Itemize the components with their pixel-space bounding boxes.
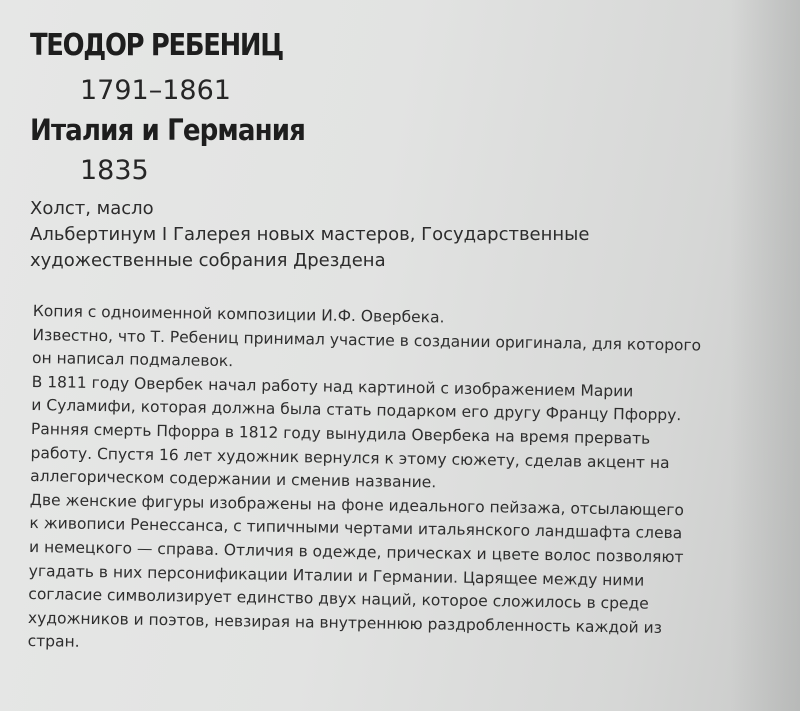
artist-name: ТЕОДОР РЕБЕНИЦ — [30, 28, 283, 63]
description-line: стран. — [27, 632, 80, 652]
description-line: согласие символизирует единство двух наций, которое сложилось в среде — [28, 585, 649, 613]
description-line: Копия с одноименной композиции И.Ф. Овербека. — [32, 301, 445, 327]
description-line: и немецкого — справа. Отличия в одежде, прическах и цвете волос позволяют — [28, 537, 684, 567]
artwork-year: 1835 — [80, 155, 149, 186]
artwork-title: Италия и Германия — [30, 113, 305, 147]
artwork-meta — [30, 196, 589, 274]
description-line: работу. Спустя 16 лет художник вернулся к этому сюжету, сделав акцент на — [30, 443, 670, 472]
description-line: и Суламифи, которая должна была стать подарком его другу Францу Пфорру. — [31, 396, 682, 425]
description-line: В 1811 году Овербек начал работу над картиной с изображением Марии — [31, 372, 634, 401]
description-line: Ранняя смерть Пфорра в 1812 году вынудила Овербека на время прервать — [30, 419, 651, 448]
artwork-description — [27, 300, 772, 665]
description-line: Две женские фигуры изображены на фоне идеального пейзажа, отсылающего — [29, 490, 685, 519]
description-line: художников и поэтов, невзирая на внутреннюю раздробленность каждой из — [27, 608, 663, 637]
description-line: угадать в них персонификации Италии и Германии. Царящее между ними — [28, 561, 645, 590]
description-line: аллегорическом содержании и сменив название. — [30, 467, 437, 492]
collection-line: художественные собрания Дрездена — [30, 250, 386, 271]
description-line: Известно, что Т. Ребениц принимал участие в создании оригинала, для которого — [32, 325, 702, 355]
collection-line: Альбертинум I Галерея новых мастеров, Государственные — [30, 224, 590, 245]
artwork-medium: Холст, масло — [30, 198, 154, 219]
description-line: к живописи Ренессанса, с типичными чертами итальянского ландшафта слева — [29, 514, 683, 543]
artist-life-years: 1791–1861 — [80, 75, 231, 106]
description-line: он написал подмалевок. — [31, 349, 234, 371]
